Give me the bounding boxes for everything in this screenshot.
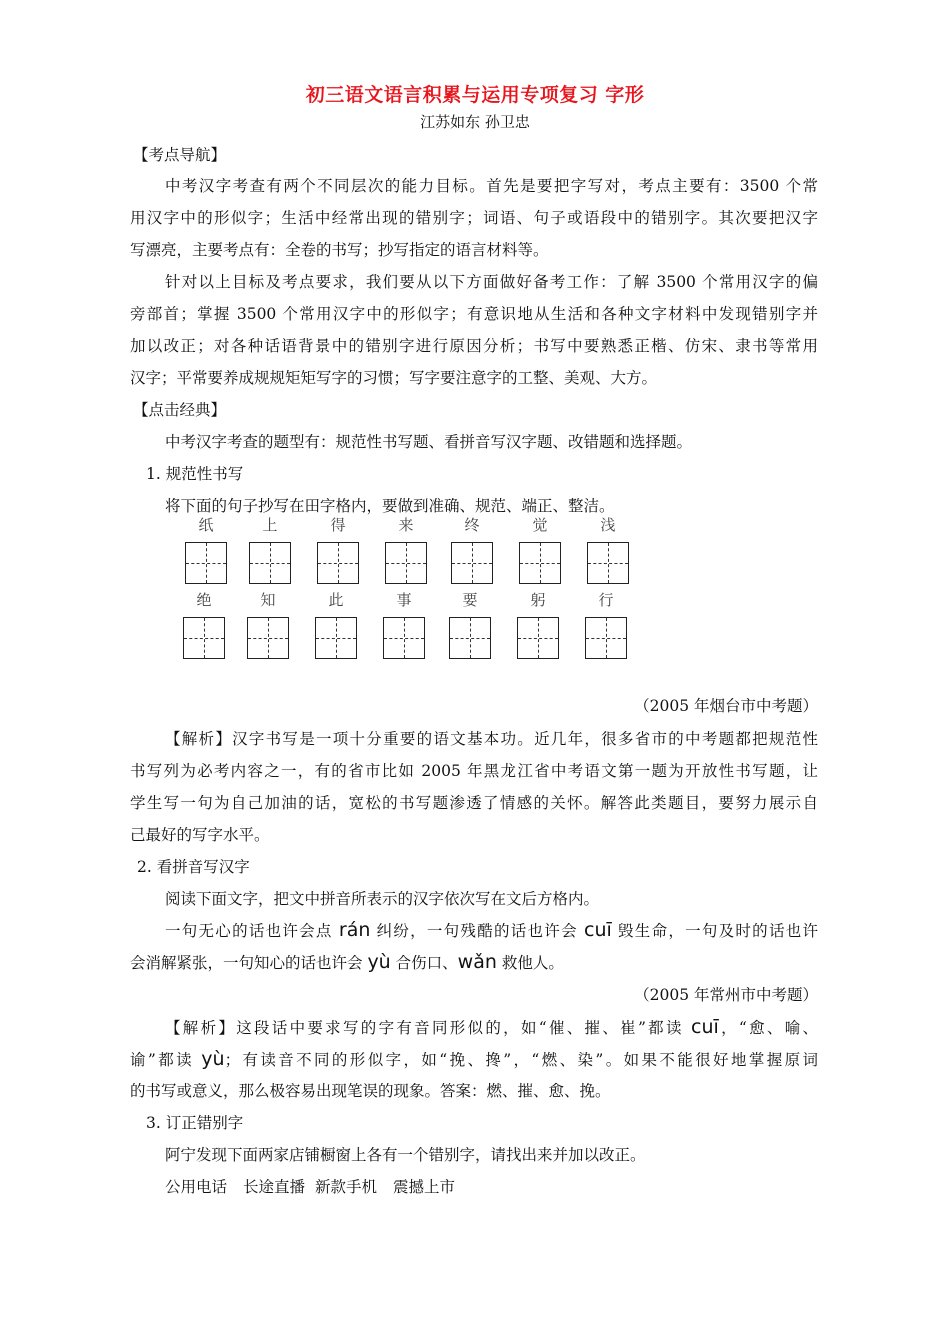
paragraph-line: 针对以上目标及考点要求，我们要从以下方面做好备考工作：了解 3500 个常用汉字的偏 <box>165 273 818 291</box>
grid-char-label: 绝 <box>196 591 212 609</box>
pinyin-ran: rán <box>338 919 371 941</box>
shop-sign-item: 新款手机 <box>315 1178 378 1196</box>
analysis-line: 己最好的写字水平。 <box>130 826 270 844</box>
tianzige-box[interactable] <box>247 617 289 659</box>
grid-char-label: 行 <box>598 591 614 609</box>
tianzige-box[interactable] <box>249 542 291 584</box>
question-1-instruction: 将下面的句子抄写在田字格内，要做到准确、规范、端正、整洁。 <box>165 497 615 515</box>
tianzige-box[interactable] <box>517 617 559 659</box>
tianzige-box[interactable] <box>383 617 425 659</box>
tianzige-box[interactable] <box>587 542 629 584</box>
question-2-instruction: 阅读下面文字，把文中拼音所表示的汉字依次写在文后方格内。 <box>165 890 600 908</box>
tianzige-box[interactable] <box>385 542 427 584</box>
grid-char-label: 事 <box>396 591 412 609</box>
grid-char-label: 上 <box>262 516 278 534</box>
text-segment: 合伤口、 <box>390 954 458 972</box>
grid-char-label: 终 <box>464 516 480 534</box>
paragraph-line: 加以改正；对各种话语背景中的错别字进行原因分析；书写中要熟悉正楷、仿宋、隶书等常用 <box>130 337 818 355</box>
tianzige-box[interactable] <box>315 617 357 659</box>
paragraph-line: 写漂亮，主要考点有：全卷的书写；抄写指定的语言材料等。 <box>130 241 549 259</box>
grid-char-label: 来 <box>398 516 414 534</box>
tianzige-box[interactable] <box>185 542 227 584</box>
pinyin-yu: yù <box>201 1048 225 1070</box>
question-3-title: 3. 订正错别字 <box>146 1114 244 1132</box>
analysis-line: 书写列为必考内容之一，有的省市比如 2005 年黑龙江省中考语文第一题为开放性书写题，让 <box>130 762 818 780</box>
paragraph-line: 用汉字中的形似字；生活中经常出现的错别字；词语、句子或语段中的错别字。其次要把汉字 <box>130 209 818 227</box>
analysis-line: 学生写一句为自己加油的话，宽松的书写题渗透了情感的关怀。解答此类题目，要努力展示自 <box>130 794 818 812</box>
analysis-line <box>165 1014 818 1041</box>
pinyin-wan: wǎn <box>457 951 497 973</box>
section-heading-dianji: 【点击经典】 <box>133 401 227 419</box>
source-citation: （2005 年烟台市中考题） <box>634 697 818 715</box>
text-segment: 会消解紧张，一句知心的话也许会 <box>130 954 368 972</box>
grid-char-label: 此 <box>328 591 344 609</box>
paragraph-line: 旁部首；掌握 3500 个常用汉字中的形似字；有意识地从生活和各种文字材料中发现错别字并 <box>130 305 818 323</box>
analysis-line: 【解析】汉字书写是一项十分重要的语文基本功。近几年，很多省市的中考题都把规范性 <box>165 730 818 748</box>
pinyin-yu: yù <box>367 951 391 973</box>
section-heading-kaodian: 【考点导航】 <box>133 146 227 164</box>
text-segment: 【解析】这段话中要求写的字有音同形似的，如“催、摧、崔”都读 <box>165 1019 691 1037</box>
question-1-title: 1. 规范性书写 <box>146 465 244 483</box>
author-line: 江苏如东 孙卫忠 <box>420 113 530 131</box>
shop-sign-list <box>165 1177 455 1197</box>
grid-char-label: 要 <box>462 591 478 609</box>
source-citation: （2005 年常州市中考题） <box>634 986 818 1004</box>
grid-char-label: 躬 <box>530 591 546 609</box>
shop-sign-item: 公用电话 <box>165 1178 228 1196</box>
text-segment: 救他人。 <box>496 954 564 972</box>
text-segment: 纠纷，一句残酷的话也许会 <box>370 922 585 940</box>
tianzige-box[interactable] <box>317 542 359 584</box>
pinyin-text-line <box>130 949 564 976</box>
grid-char-label: 知 <box>260 591 276 609</box>
pinyin-cui: cuī <box>584 919 612 941</box>
text-segment: ；有读音不同的形似字，如“挽、搀”，“燃、染”。如果不能很好地掌握原词 <box>224 1051 818 1069</box>
analysis-line: 的书写或意义，那么极容易出现笔误的现象。答案：燃、摧、愈、挽。 <box>130 1082 611 1100</box>
pinyin-text-line <box>165 917 818 944</box>
question-2-title: 2. 看拼音写汉字 <box>137 858 250 876</box>
shop-sign-item: 震撼上市 <box>393 1178 456 1196</box>
pinyin-cui: cuī <box>691 1016 719 1038</box>
text-segment: 谕”都读 <box>130 1051 202 1069</box>
tianzige-box[interactable] <box>585 617 627 659</box>
text-segment: 一句无心的话也许会点 <box>165 922 339 940</box>
grid-char-label: 得 <box>330 516 346 534</box>
paragraph-line: 中考汉字考查有两个不同层次的能力目标。首先是要把字写对，考点主要有：3500 个常 <box>165 177 818 195</box>
text-segment: 毁生命，一句及时的话也许 <box>611 922 818 940</box>
intro-text: 中考汉字考查的题型有：规范性书写题、看拼音写汉字题、改错题和选择题。 <box>165 433 693 451</box>
question-3-instruction: 阿宁发现下面两家店铺橱窗上各有一个错别字，请找出来并加以改正。 <box>165 1146 646 1164</box>
tianzige-box[interactable] <box>449 617 491 659</box>
document-title: 初三语文语言积累与运用专项复习 字形 <box>305 84 645 106</box>
grid-char-label: 觉 <box>532 516 548 534</box>
tianzige-box[interactable] <box>183 617 225 659</box>
analysis-line <box>130 1046 818 1073</box>
tianzige-box[interactable] <box>451 542 493 584</box>
grid-char-label: 纸 <box>198 516 214 534</box>
tianzige-box[interactable] <box>519 542 561 584</box>
shop-sign-item: 长途直播 <box>243 1178 306 1196</box>
grid-char-label: 浅 <box>600 516 616 534</box>
text-segment: ，“愈、喻、 <box>718 1019 818 1037</box>
paragraph-line: 汉字；平常要养成规规矩矩写字的习惯；写字要注意字的工整、美观、大方。 <box>130 369 658 387</box>
